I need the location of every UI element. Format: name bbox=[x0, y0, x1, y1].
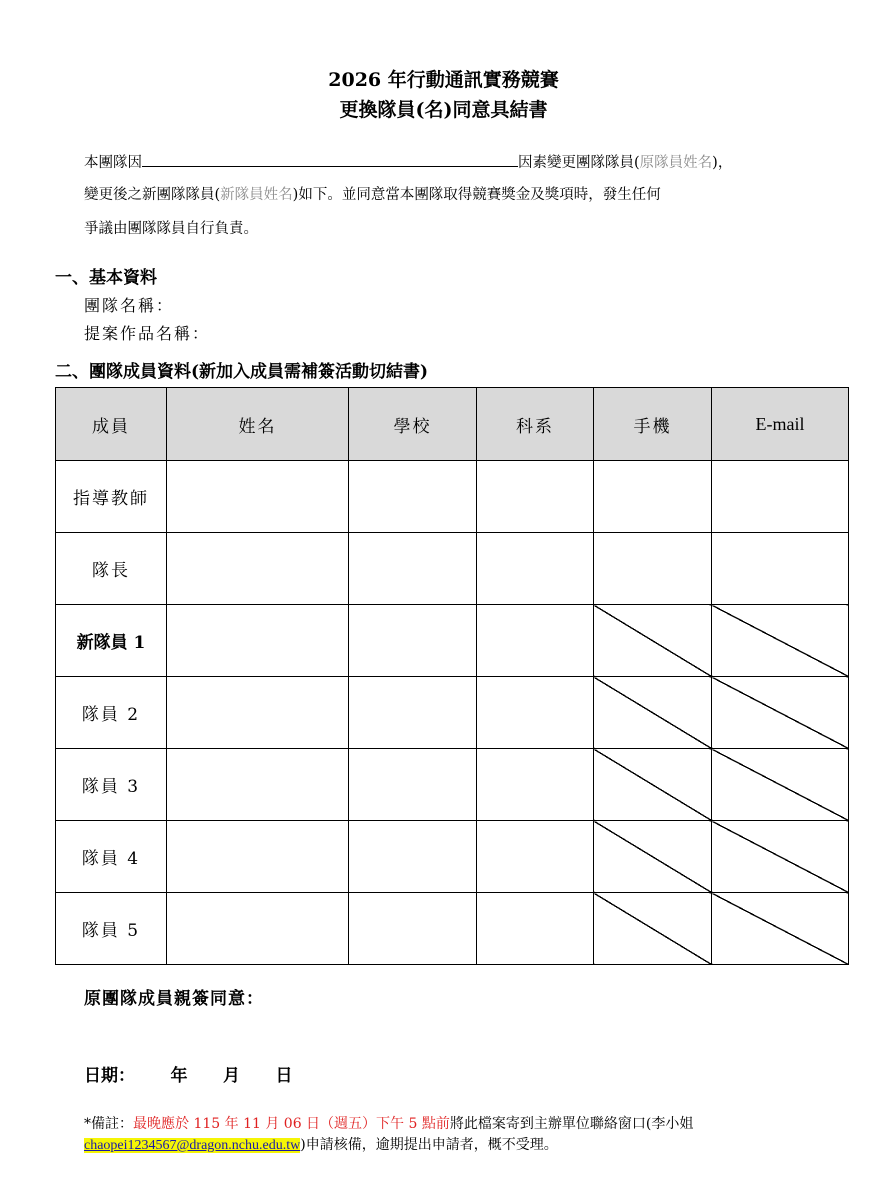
cell-school[interactable] bbox=[349, 677, 477, 749]
cell-email[interactable] bbox=[712, 533, 849, 605]
cell-school[interactable] bbox=[349, 461, 477, 533]
note-prefix: *備註： bbox=[84, 1116, 133, 1132]
cell-school[interactable] bbox=[349, 605, 477, 677]
date-month: 月 bbox=[223, 1066, 241, 1086]
table-row bbox=[56, 605, 849, 677]
note-line-2 bbox=[84, 1135, 804, 1156]
cell-department[interactable] bbox=[477, 605, 594, 677]
project-name-label: 提案作品名稱： bbox=[84, 324, 211, 343]
cell-email-crossed bbox=[712, 749, 849, 821]
signature-label: 原團隊成員親簽同意： bbox=[84, 989, 264, 1009]
cell-department[interactable] bbox=[477, 677, 594, 749]
cell-mobile-crossed bbox=[594, 821, 712, 893]
cell-email[interactable] bbox=[712, 461, 849, 533]
table-header-row bbox=[56, 388, 849, 461]
cell-name[interactable] bbox=[167, 461, 349, 533]
reason-blank[interactable] bbox=[142, 149, 518, 167]
row-label-advisor: 指導教師 bbox=[56, 461, 167, 533]
cell-department[interactable] bbox=[477, 749, 594, 821]
document-title: 2026 年行動通訊實務競賽 bbox=[328, 69, 559, 91]
cell-mobile[interactable] bbox=[594, 533, 712, 605]
row-label-member-5: 隊員 5 bbox=[56, 893, 167, 965]
date-label: 日期： bbox=[84, 1066, 135, 1086]
cell-name[interactable] bbox=[167, 893, 349, 965]
cell-department[interactable] bbox=[477, 533, 594, 605]
intro-line2-prefix: 變更後之新團隊隊員( bbox=[84, 187, 221, 203]
table-row bbox=[56, 893, 849, 965]
cell-school[interactable] bbox=[349, 749, 477, 821]
intro-prefix: 本團隊因 bbox=[84, 155, 142, 171]
cell-name[interactable] bbox=[167, 821, 349, 893]
table-row bbox=[56, 749, 849, 821]
header-department: 科系 bbox=[477, 388, 594, 461]
row-label-member-4: 隊員 4 bbox=[56, 821, 167, 893]
cell-name[interactable] bbox=[167, 749, 349, 821]
row-label-captain: 隊長 bbox=[56, 533, 167, 605]
document-subtitle: 更換隊員(名)同意具結書 bbox=[339, 99, 548, 121]
intro-line2-suffix: )如下。並同意當本團隊取得競賽獎金及獎項時，發生任何 bbox=[292, 187, 661, 203]
cell-name[interactable] bbox=[167, 533, 349, 605]
cell-name[interactable] bbox=[167, 605, 349, 677]
header-name: 姓名 bbox=[167, 388, 349, 461]
note-after-email: )申請核備，逾期提出申請者，概不受理。 bbox=[300, 1137, 558, 1153]
note-line-1 bbox=[84, 1114, 804, 1134]
cell-email-crossed bbox=[712, 821, 849, 893]
new-member-placeholder: 新隊員姓名 bbox=[220, 187, 293, 203]
date-line bbox=[84, 1064, 293, 1088]
members-table bbox=[55, 387, 849, 965]
note-deadline: 最晚應於 115 年 11 月 06 日（週五）下午 5 點前 bbox=[133, 1116, 450, 1132]
intro-suffix-a: 因素變更團隊隊員( bbox=[518, 155, 640, 171]
cell-school[interactable] bbox=[349, 893, 477, 965]
date-year: 年 bbox=[170, 1066, 188, 1086]
cell-school[interactable] bbox=[349, 533, 477, 605]
date-day: 日 bbox=[275, 1066, 293, 1086]
row-label-member-2: 隊員 2 bbox=[56, 677, 167, 749]
table-row bbox=[56, 677, 849, 749]
cell-school[interactable] bbox=[349, 821, 477, 893]
cell-email-crossed bbox=[712, 677, 849, 749]
note-after-deadline: 將此檔案寄到主辦單位聯絡窗口(李小姐 bbox=[449, 1116, 694, 1132]
row-label-new-member-1: 新隊員 1 bbox=[56, 605, 167, 677]
intro-suffix-b: )， bbox=[712, 155, 733, 171]
cell-mobile-crossed bbox=[594, 605, 712, 677]
original-member-placeholder: 原隊員姓名 bbox=[639, 155, 713, 171]
cell-mobile-crossed bbox=[594, 749, 712, 821]
header-school: 學校 bbox=[349, 388, 477, 461]
intro-line-1 bbox=[84, 149, 804, 174]
header-mobile: 手機 bbox=[594, 388, 712, 461]
table-row bbox=[56, 533, 849, 605]
cell-email-crossed bbox=[712, 605, 849, 677]
header-email: E-mail bbox=[712, 388, 849, 461]
cell-email-crossed bbox=[712, 893, 849, 965]
cell-mobile-crossed bbox=[594, 893, 712, 965]
cell-mobile[interactable] bbox=[594, 461, 712, 533]
cell-department[interactable] bbox=[477, 893, 594, 965]
row-label-member-3: 隊員 3 bbox=[56, 749, 167, 821]
intro-line-3: 爭議由團隊隊員自行負責。 bbox=[84, 221, 258, 237]
cell-name[interactable] bbox=[167, 677, 349, 749]
table-row bbox=[56, 461, 849, 533]
cell-department[interactable] bbox=[477, 461, 594, 533]
cell-mobile-crossed bbox=[594, 677, 712, 749]
intro-line-2 bbox=[84, 184, 804, 206]
header-member: 成員 bbox=[56, 388, 167, 461]
section-members-heading: 二、團隊成員資料(新加入成員需補簽活動切結書) bbox=[55, 362, 429, 382]
cell-department[interactable] bbox=[477, 821, 594, 893]
contact-email-link[interactable]: chaopei1234567@dragon.nchu.edu.tw bbox=[84, 1138, 301, 1153]
team-name-label: 團隊名稱： bbox=[84, 296, 175, 315]
table-row bbox=[56, 821, 849, 893]
section-basic-info-heading: 一、基本資料 bbox=[55, 268, 157, 288]
